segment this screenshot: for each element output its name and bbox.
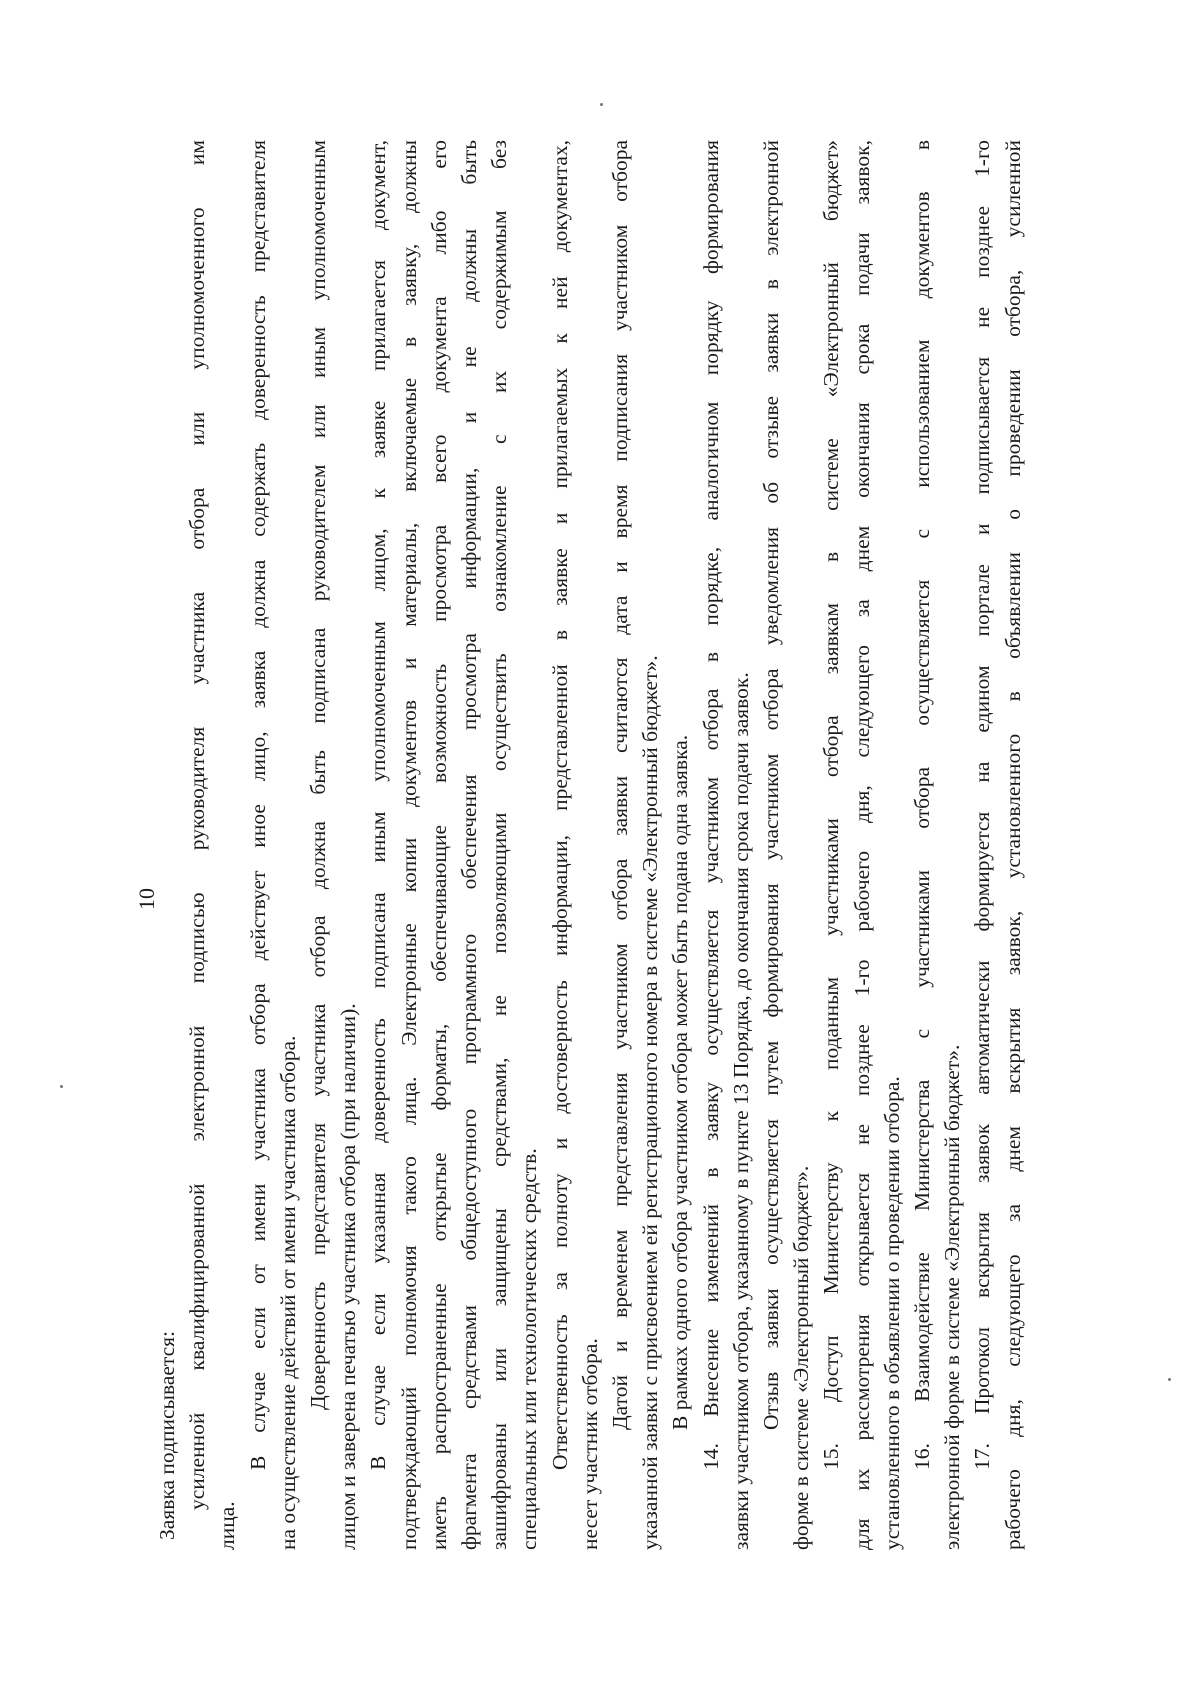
text-line: 15. Доступ Министерству к поданным участниками отбора заявкам в системе «Электронный бюджет»: [819, 140, 844, 1470]
paragraph: [303, 140, 363, 1550]
paragraph: [967, 140, 1027, 1550]
scan-speck: [600, 103, 603, 106]
text-line: Ответственность за полноту и достоверность информации, представленной в заявке и прилагаемых к ней документах,: [547, 140, 572, 1470]
text-line: В случае если от имени участника отбора действует иное лицо, заявка должна содержать доверенность представителя: [245, 140, 270, 1470]
text-line: Отзыв заявки осуществляется путем формирования участником отбора уведомления об отзыве заявки в электронной: [759, 140, 784, 1430]
paragraph: [243, 140, 303, 1550]
document-body: [152, 140, 1028, 1550]
text-line: для их рассмотрения открывается не позднее 1-го рабочего дня, следующего за днем окончания срока подачи заявок,: [849, 140, 874, 1550]
text-line: зашифрованы или защищены средствами, не позволяющими осуществить ознакомление с их содержимым без: [487, 140, 512, 1550]
paragraph: [665, 140, 695, 1550]
text-line: заявки участником отбора, указанному в пункте 13 Порядка, до окончания срока подачи заявок.: [728, 672, 753, 1550]
text-line: лица.: [215, 1501, 240, 1550]
text-line: Доверенность представителя участника отбора должна быть подписана руководителем или иным уполномоченным: [306, 140, 331, 1410]
rotated-text-block: [92, 130, 1122, 1610]
text-line: фрагмента средствами общедоступного программного обеспечения просмотра информации, и не должны быть: [457, 140, 482, 1550]
text-line: установленного в объявлении о проведении отбора.: [879, 1076, 904, 1550]
scan-speck: [1168, 1378, 1171, 1381]
paragraph: [152, 140, 182, 1540]
text-line: специальных или технологических средств.: [517, 1148, 542, 1550]
paragraph: [182, 140, 242, 1550]
text-line: форме в системе «Электронный бюджет».: [789, 1165, 814, 1550]
paragraph: [816, 140, 907, 1550]
text-line: рабочего дня, следующего за днем вскрытия заявок, установленного в объявлении о проведении отбора, усиленной: [1000, 140, 1025, 1550]
text-line: указанной заявки с присвоением ей регистрационного номера в системе «Электронный бюджет».: [638, 655, 663, 1550]
text-line: усиленной квалифицированной электронной подписью руководителя участника отбора или уполномоченного им: [185, 140, 210, 1510]
paragraph: [756, 140, 816, 1550]
text-line: подтверждающий полномочия такого лица. Электронные копии документов и материалы, включаемые в заявку, должны: [396, 140, 421, 1550]
paragraph: [545, 140, 605, 1550]
text-line: лицом и заверена печатью участника отбора (при наличии).: [336, 1003, 361, 1550]
text-line: на осуществление действий от имени участника отбора.: [275, 1035, 300, 1550]
text-line: В рамках одного отбора участником отбора может быть подана одна заявка.: [668, 734, 693, 1430]
text-line: 17. Протокол вскрытия заявок автоматически формируется на едином портале и подписывается не позднее 1-го: [970, 140, 995, 1470]
paragraph: [907, 140, 967, 1550]
page-number: 10: [134, 888, 159, 910]
text-line: иметь распространенные открытые форматы, обеспечивающие возможность просмотра всего документа либо его: [426, 140, 451, 1550]
text-line: Датой и временем представления участником отбора заявки считаются дата и время подписания участником отбора: [608, 140, 633, 1430]
text-line: Заявка подписывается:: [155, 1331, 179, 1540]
text-line: электронной форме в системе «Электронный бюджет».: [940, 1044, 965, 1550]
text-line: В случае если указанная доверенность подписана иным уполномоченным лицом, к заявке прилагается документ,: [366, 140, 391, 1470]
paragraph: [363, 140, 544, 1550]
scan-speck: [60, 1085, 63, 1088]
paragraph: [605, 140, 665, 1550]
text-line: несет участник отбора.: [577, 1338, 602, 1550]
text-line: 16. Взаимодействие Министерства с участниками отбора осуществляется с использованием документов в: [910, 140, 935, 1470]
paragraph: [696, 140, 756, 1550]
text-line: 14. Внесение изменений в заявку осуществляется участником отбора в порядке, аналогичном порядку формирования: [698, 140, 723, 1470]
